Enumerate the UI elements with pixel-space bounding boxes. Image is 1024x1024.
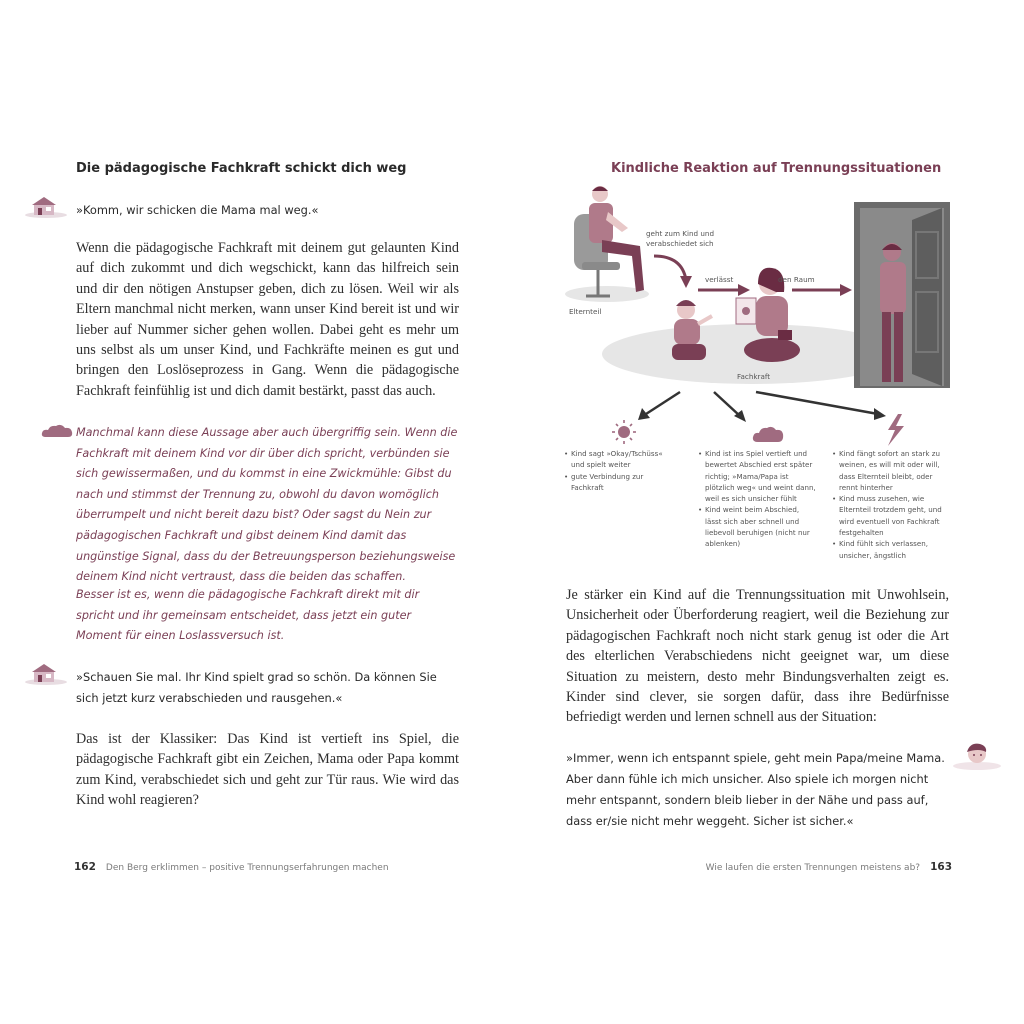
reaction-column-1 xyxy=(564,448,674,493)
page-number: 163 xyxy=(930,861,952,873)
label-staff: Fachkraft xyxy=(737,372,771,381)
reaction-item: • Kind fühlt sich verlassen, unsicher, ängstlich xyxy=(832,538,946,561)
reaction-arrows xyxy=(602,386,922,450)
sun-icon xyxy=(612,420,636,444)
paragraph-1: Wenn die pädagogische Fachkraft mit deinem gut gelaunten Kind auf dich zukommt und dich wegschickt, kann das hilfreich sein und dir den nötigen Anstupser geben, dich zu lösen. Weil wir als Eltern manchmal nicht merken, wann unser Kind bereit ist und wir lieber auf Nummer sicher gehen wollen. Dabei geht es mehr um uns selbst als um unser Kind, und Fachkräfte meinen es gut und bringen den Loslöseprozess in Gang. Wenn die pädagogische Fachkraft feinfühlig ist und dich damit bestärkt, passt das auch. xyxy=(76,240,459,399)
house-icon xyxy=(24,660,70,686)
parent-sitting xyxy=(574,186,644,296)
page-number: 162 xyxy=(74,861,96,873)
reaction-column-3 xyxy=(832,448,946,561)
reaction-item: • Kind sagt »Okay/Tschüss« und spielt weiter xyxy=(564,448,674,471)
right-page xyxy=(512,0,1024,1024)
reaction-item: • Kind weint beim Abschied, lässt sich aber schnell und liebevoll beruhigen (nicht nur ablenken) xyxy=(698,504,816,549)
figure-heading: Kindliche Reaktion auf Trennungssituationen xyxy=(611,161,942,176)
cloud-icon xyxy=(40,422,74,440)
running-title: Wie laufen die ersten Trennungen meistens ab? xyxy=(705,863,921,873)
label-room: den Raum xyxy=(778,275,815,284)
reaction-item: • Kind fängt sofort an stark zu weinen, es will mit oder will, dass Elternteil bleibt, oder rennt hinterher xyxy=(832,448,946,493)
cloud-icon xyxy=(753,427,783,442)
house-icon xyxy=(24,193,70,219)
lightning-icon xyxy=(888,414,904,446)
quote-1: »Komm, wir schicken die Mama mal weg.« xyxy=(76,203,319,217)
quote-2: »Schauen Sie mal. Ihr Kind spielt grad so schön. Da können Sie sich jetzt kurz verabschieden und rausgehen.« xyxy=(76,670,437,705)
running-title: Den Berg erklimmen – positive Trennungserfahrungen machen xyxy=(105,863,389,873)
paragraph-2: Das ist der Klassiker: Das Kind ist vertieft ins Spiel, die pädagogische Fachkraft gibt ein Zeichen, Mama oder Papa kommt zum Kind, verabschiedet sich und geht zur Tür raus. Wie wird das Kind wohl reagieren? xyxy=(76,731,459,809)
right-footer xyxy=(706,861,962,873)
reaction-column-2 xyxy=(698,448,816,550)
reaction-item: • Kind ist ins Spiel vertieft und bewertet Abschied erst später richtig; »Mama/Papa ist plötzlich weg« und weint dann, weil es sich unsicher fühlt xyxy=(698,448,816,504)
label-goes-to-child: geht zum Kind und verabschiedet sich xyxy=(646,229,715,248)
italic-note-1: Manchmal kann diese Aussage aber auch übergriffig sein. Wenn die Fachkraft mit deinem Kind vor dir über dich spricht, verbünden sie sich gewissermaßen, und du kommst in eine Zwickmühle: Gibst du nach und stimmst der Trennung zu, obwohl du davon womöglich überrumpelt und nicht bereit dazu bist? Oder sagst du Nein zur pädagogischen Fachkraft und gibst deinem Kind damit das ungünstige Signal, dass du der Betreuungsperson beziehungsweise deinem Kind nicht vertraust, dass die beiden das schaffen. xyxy=(76,426,458,584)
separation-illustration xyxy=(562,180,952,390)
child-quote: »Immer, wenn ich entspannt spiele, geht mein Papa/meine Mama. Aber dann fühle ich mich unsicher. Also spiele ich morgen nicht mehr entspannt, sondern bleib lieber in der Nähe und pass auf, dass er/sie nicht mehr weggeht. Sicher ist sicher.« xyxy=(566,751,945,828)
reaction-item: • gute Verbindung zur Fachkraft xyxy=(564,471,674,494)
italic-note-2: Besser ist es, wenn die pädagogische Fachkraft direkt mit dir spricht und ihr gemeinsam entscheidet, dass jetzt ein guter Moment für einen Loslassversuch ist. xyxy=(76,588,420,643)
label-leaves: verlässt xyxy=(705,275,734,284)
door-scene xyxy=(854,202,950,388)
paragraph-3: Je stärker ein Kind auf die Trennungssituation mit Unwohlsein, Unsicherheit oder Überforderung reagiert, weil die Beziehung zur pädagogischen Fachkraft noch nicht stark genug ist oder die Art des elterlichen Verabschiedens nicht geeignet war, um diese Situation zu meistern, desto mehr Bindungsverhalten zeigt es. Kinder sind clever, sie sorgen dafür, dass ihre Bedürfnisse befriedigt werden und lernen schnell aus der Situation: xyxy=(566,587,949,726)
section-heading: Die pädagogische Fachkraft schickt dich weg xyxy=(76,161,407,176)
reaction-item: • Kind muss zusehen, wie Elternteil trotzdem geht, und wird eventuell von Fachkraft festgehalten xyxy=(832,493,946,538)
left-footer xyxy=(64,861,389,873)
label-parent: Elternteil xyxy=(569,307,602,316)
child-face-icon xyxy=(952,738,1002,772)
